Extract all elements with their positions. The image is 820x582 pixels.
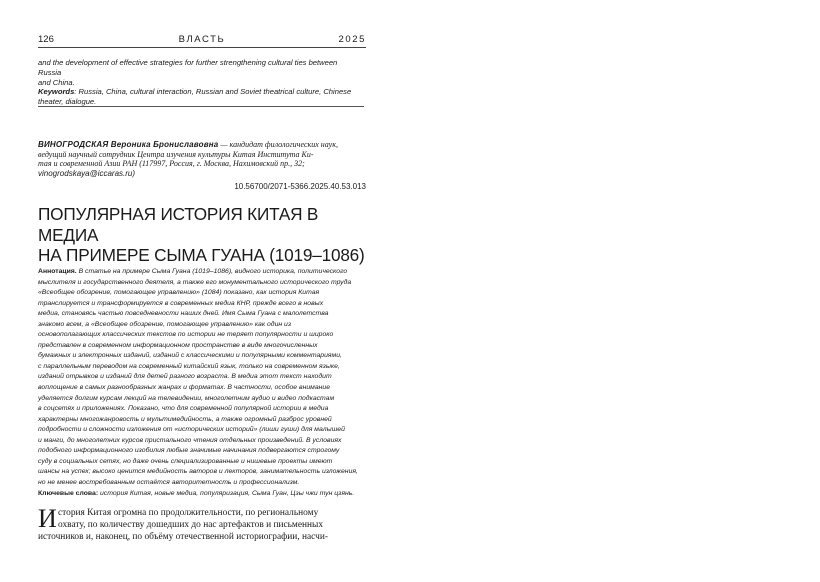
body-line: охвату, по количеству дошедших до нас артефактов и письменных: [58, 519, 324, 530]
abstract-line: медиа, становясь частью повседневности наших дней. Имя Сыма Гуана с малолетства: [38, 310, 329, 318]
author-position: ведущий научный сотрудник Центра изучения культуры Китая Института Ки-: [38, 149, 314, 159]
abstract-line: характерны многожанровость и мультимедийность, а также огромный разброс уровней: [38, 415, 332, 423]
english-abstract-tail: [38, 58, 362, 107]
abstract-line: изданий отрывков и изданий для детей разного возраста. В медиа этот текст находит: [38, 373, 332, 381]
page-number: 126: [38, 34, 54, 45]
header-rule: [38, 47, 366, 48]
english-abstract-line: and China.: [38, 77, 75, 87]
abstract-line: «Всеобщее обозрение, помогающее управлению» (1084) показано, как история Китая: [38, 289, 320, 297]
abstract-line: мыслителя и государственного деятеля, а также его монументального исторического труда: [38, 278, 352, 286]
abstract-line: бумажных и электронных изданий, изданий с классическими и популярными комментариями,: [38, 352, 342, 360]
russian-keywords: [38, 489, 370, 499]
abstract-line: уделяется долгим курсам лекций на телевидении, многолетним аудио и видео подкастам: [38, 394, 335, 402]
body-line: источников и, наконец, по объёму отечественной историографии, насчи-: [38, 531, 328, 542]
abstract-first-line: В статье на примере Сыма Гуана (1019–1086), видного историка, политического: [76, 268, 348, 275]
abstract-line: представлен в современном информационном пространстве в виде многочисленных: [38, 341, 318, 349]
keywords-text: история Китая, новые медиа, популяризация, Сыма Гуан, Цзы чжи тун цзянь.: [98, 490, 355, 497]
keywords-label: Ключевые слова:: [38, 490, 99, 497]
body-line: стория Китая огромна по продолжительности, по региональному: [58, 508, 319, 518]
abstract-line: но не менее востребованным остаётся авторитетность и профессионализм.: [38, 478, 300, 486]
author-name: ВИНОГРОДСКАЯ Вероника Брониславовна: [38, 140, 219, 149]
running-header: [38, 34, 366, 46]
author-degree: — кандидат филологических наук,: [218, 140, 338, 149]
abstract-line: подобного информационного изобилия любые значимые начинания подвергаются строгому: [38, 447, 340, 455]
author-info: [38, 140, 366, 178]
journal-title: ВЛАСТЬ: [178, 34, 226, 45]
section-divider: [38, 106, 364, 107]
english-keywords-line: theater, dialogue.: [38, 97, 97, 107]
english-keywords: [38, 87, 362, 97]
abstract-label: Аннотация.: [38, 268, 77, 275]
english-abstract-line: and the development of effective strategies for further strengthening cultural ties between Russia: [38, 58, 338, 77]
article-title-line: НА ПРИМЕРЕ СЫМА ГУАНА (1019–1086): [38, 245, 365, 265]
abstract-line: шансы на успех; высоко ценится медийность авторов и лекторов, занимательность изложения,: [38, 468, 358, 476]
abstract-line: с параллельным переводом на современный китайский язык, только на современном языке,: [38, 362, 340, 370]
english-keywords-text: : Russia, China, cultural interaction, Russian and Soviet theatrical culture, Chinese: [74, 87, 352, 97]
abstract-line: знакомо всем, а «Всеобщее обозрение, помогающее управлению» как один из: [38, 320, 292, 328]
author-email: vinogrodskaya@iccaras.ru): [38, 168, 136, 178]
russian-abstract: [38, 267, 370, 488]
abstract-line: суду в социальных сетях, но даже очень специализированные и нишевые проекты имеют: [38, 457, 333, 465]
abstract-line: подробности и сложности изложения от «исторических историй» (лиши гуши) для малышей: [38, 426, 345, 434]
english-keywords-label: Keywords: [38, 87, 75, 97]
doi: 10.56700/2071-5366.2025.40.53.013: [234, 182, 366, 191]
abstract-line: основополагающих классических текстов по истории не теряет популярности и широко: [38, 331, 334, 339]
abstract-line: в соцсетях и приложениях. Показано, что для современной популярной истории в медиа: [38, 405, 329, 413]
article-title-line: ПОПУЛЯРНАЯ ИСТОРИЯ КИТАЯ В МЕДИА: [38, 204, 319, 245]
drop-cap: И: [38, 504, 57, 533]
author-address: тая и современной Азии РАН (117997, Россия, г. Москва, Нахимовский пр., 32;: [38, 159, 305, 169]
abstract-line: и манги, до многолетних курсов пристального чтения отдельных произведений. В условиях: [38, 436, 342, 444]
journal-year: 2025: [338, 34, 366, 45]
abstract-line: транслируется и трансформируется в современных медиа КНР, прежде всего в новых: [38, 299, 324, 307]
article-title: [38, 204, 378, 266]
abstract-line: воплощение в самых разнообразных жанрах и форматах. В частности, особое внимание: [38, 384, 331, 392]
